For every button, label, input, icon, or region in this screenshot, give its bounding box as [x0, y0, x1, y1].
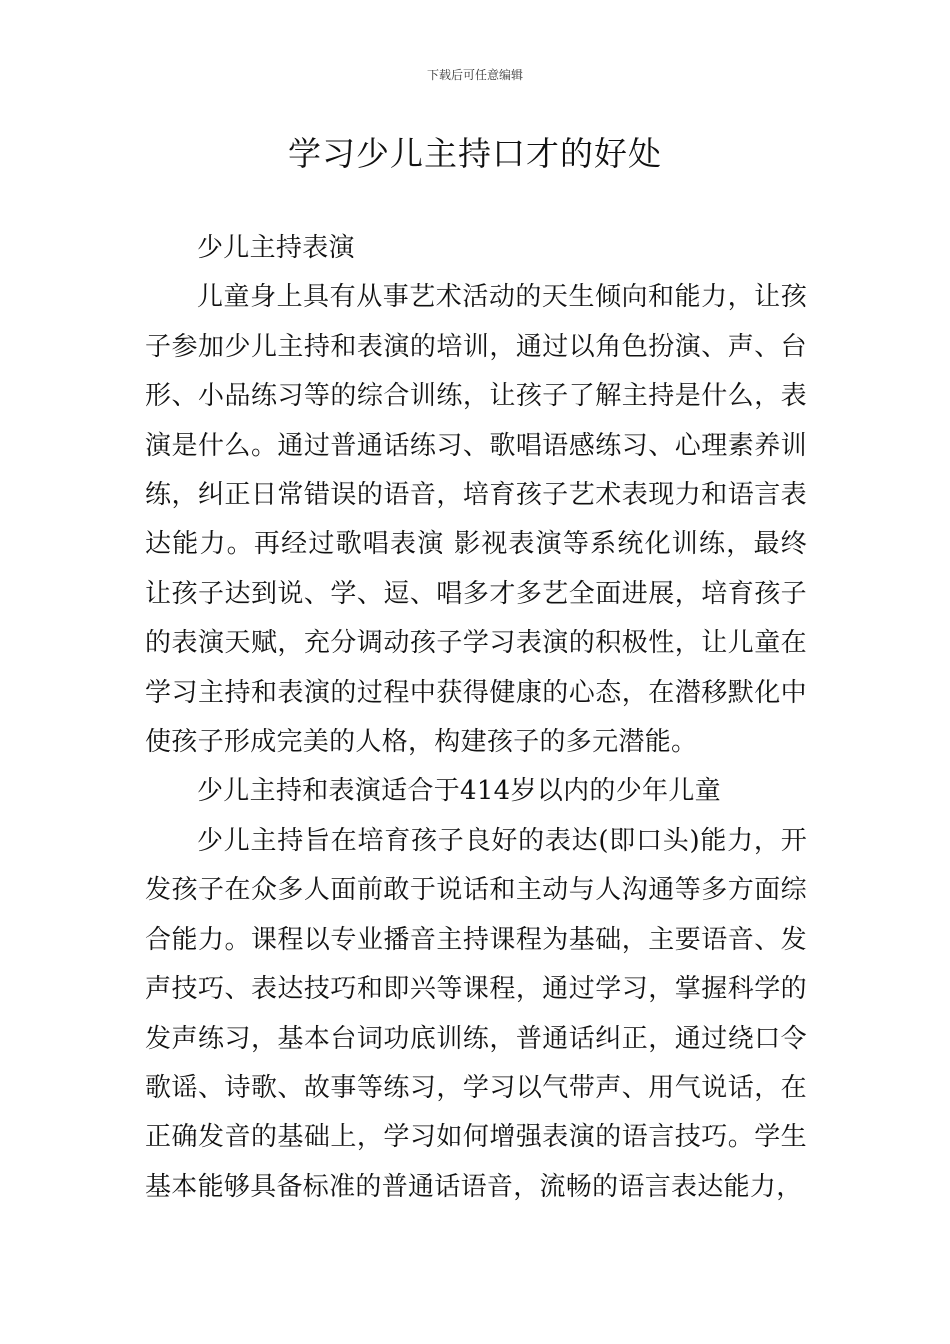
body-paragraph: 少儿主持旨在培育孩子良好的表达(即口头)能力，开发孩子在众多人面前敢于说话和主动与人沟通等多方面综合能力。课程以专业播音主持课程为基础，主要语音、发声技巧、表达技巧和即兴等课程，通过学习，掌握科学的发声练习，基本台词功底训练，普通话纠正，通过绕口令歌谣、诗歌、故事等练习，学习以气带声、用气说话，在正确发音的基础上，学习如何增强表演的语言技巧。学生基本能够具备标准的普通话语音，流畅的语言表达能力，: [145, 825, 807, 1202]
section-heading: 少儿主持和表演适合于414岁以内的少年儿童: [197, 776, 721, 807]
header-note: 下载后可任意编辑: [426, 68, 523, 82]
body-paragraph: 儿童身上具有从事艺术活动的天生倾向和能力，让孩子参加少儿主持和表演的培训，通过以角色扮演、声、台形、小品练习等的综合训练，让孩子了解主持是什么，表演是什么。通过普通话练习、歌唱语感练习、心理素养训练，纠正日常错误的语音，培育孩子艺术表现力和语言表达能力。再经过歌唱表演 影视表演等系统化训练，最终让孩子达到说、学、逗、唱多才多艺全面进展，培育孩子的表演天赋，充分调动孩子学习表演的积极性，让儿童在学习主持和表演的过程中获得健康的心态，在潜移默化中使孩子形成完美的人格，构建孩子的多元潜能。: [145, 282, 807, 758]
document-body: [145, 224, 807, 1212]
page-title: 学习少儿主持口才的好处: [288, 134, 662, 173]
section-heading: 少儿主持表演: [197, 233, 355, 263]
